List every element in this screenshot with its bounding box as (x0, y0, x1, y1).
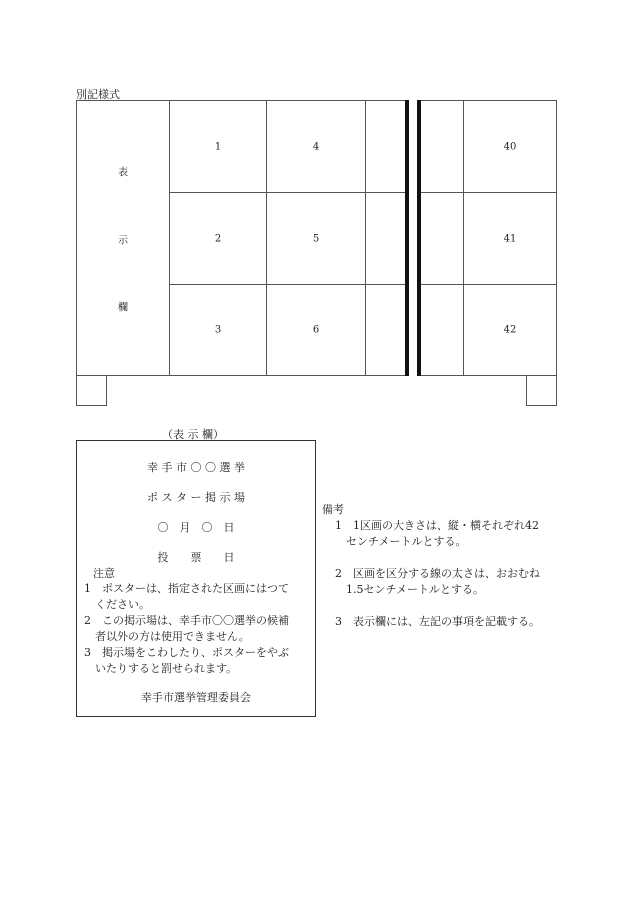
notice-3a: 3 掲示場をこわしたり、ポスターをやぶ (84, 646, 289, 659)
section-number: 5 (312, 233, 320, 245)
grid-cell (420, 100, 464, 193)
board-leg-right (526, 375, 557, 406)
panel-caption: （表 示 欄） (162, 428, 224, 441)
committee-name: 幸手市選挙管理委員会 (141, 691, 251, 704)
section-number: 1 (214, 141, 222, 153)
remark-2b: 1.5センチメートルとする。 (346, 583, 485, 596)
notice-1a: 1 ポスターは、指定された区画にはつて (84, 582, 289, 595)
remarks (322, 502, 540, 630)
label-char-1: 表 (118, 167, 128, 179)
display-panel (76, 440, 316, 717)
section-number: 41 (503, 233, 517, 245)
remark-3: 3 表示欄には、左記の事項を記載する。 (335, 615, 540, 628)
grid-cell (420, 192, 464, 285)
break-line (417, 100, 421, 376)
section-number: 6 (312, 324, 320, 336)
form-caption: 別記様式 (76, 88, 120, 101)
board-place: ポ ス タ ー 掲 示 場 (147, 491, 245, 504)
grid-cell (420, 284, 464, 376)
notice-3b: いたりすると罰せられます。 (95, 662, 238, 675)
remark-1a: 1 1区画の大きさは、縦・横それぞれ42 (335, 519, 539, 532)
voting-day: 投 票 日 (157, 551, 235, 564)
notice-2b: 者以外の方は使用できません。 (95, 630, 250, 643)
label-char-2: 示 (118, 235, 128, 247)
remark-1b: センチメートルとする。 (346, 535, 467, 548)
remark-2a: 2 区画を区分する線の太さは、おおむね (335, 567, 540, 580)
grid-cell (365, 192, 408, 285)
section-number: 2 (214, 233, 222, 245)
label-char-3: 欄 (118, 302, 128, 314)
election-name: 幸 手 市 〇 〇 選 挙 (147, 461, 245, 474)
notice-1b: ください。 (95, 598, 150, 611)
section-number: 4 (312, 141, 320, 153)
grid-cell (365, 284, 408, 376)
remarks-heading: 備考 (322, 503, 344, 516)
notice-heading: 注意 (93, 567, 115, 580)
section-number: 42 (503, 324, 517, 336)
election-date: 〇 月 〇 日 (157, 521, 235, 534)
board-leg-left (76, 375, 107, 406)
notice-2a: 2 この掲示場は、幸手市〇〇選挙の候補 (84, 614, 289, 627)
section-number: 40 (503, 141, 517, 153)
section-number: 3 (214, 324, 222, 336)
notice-list (84, 581, 289, 677)
grid-cell (365, 100, 408, 193)
break-line (405, 100, 409, 376)
